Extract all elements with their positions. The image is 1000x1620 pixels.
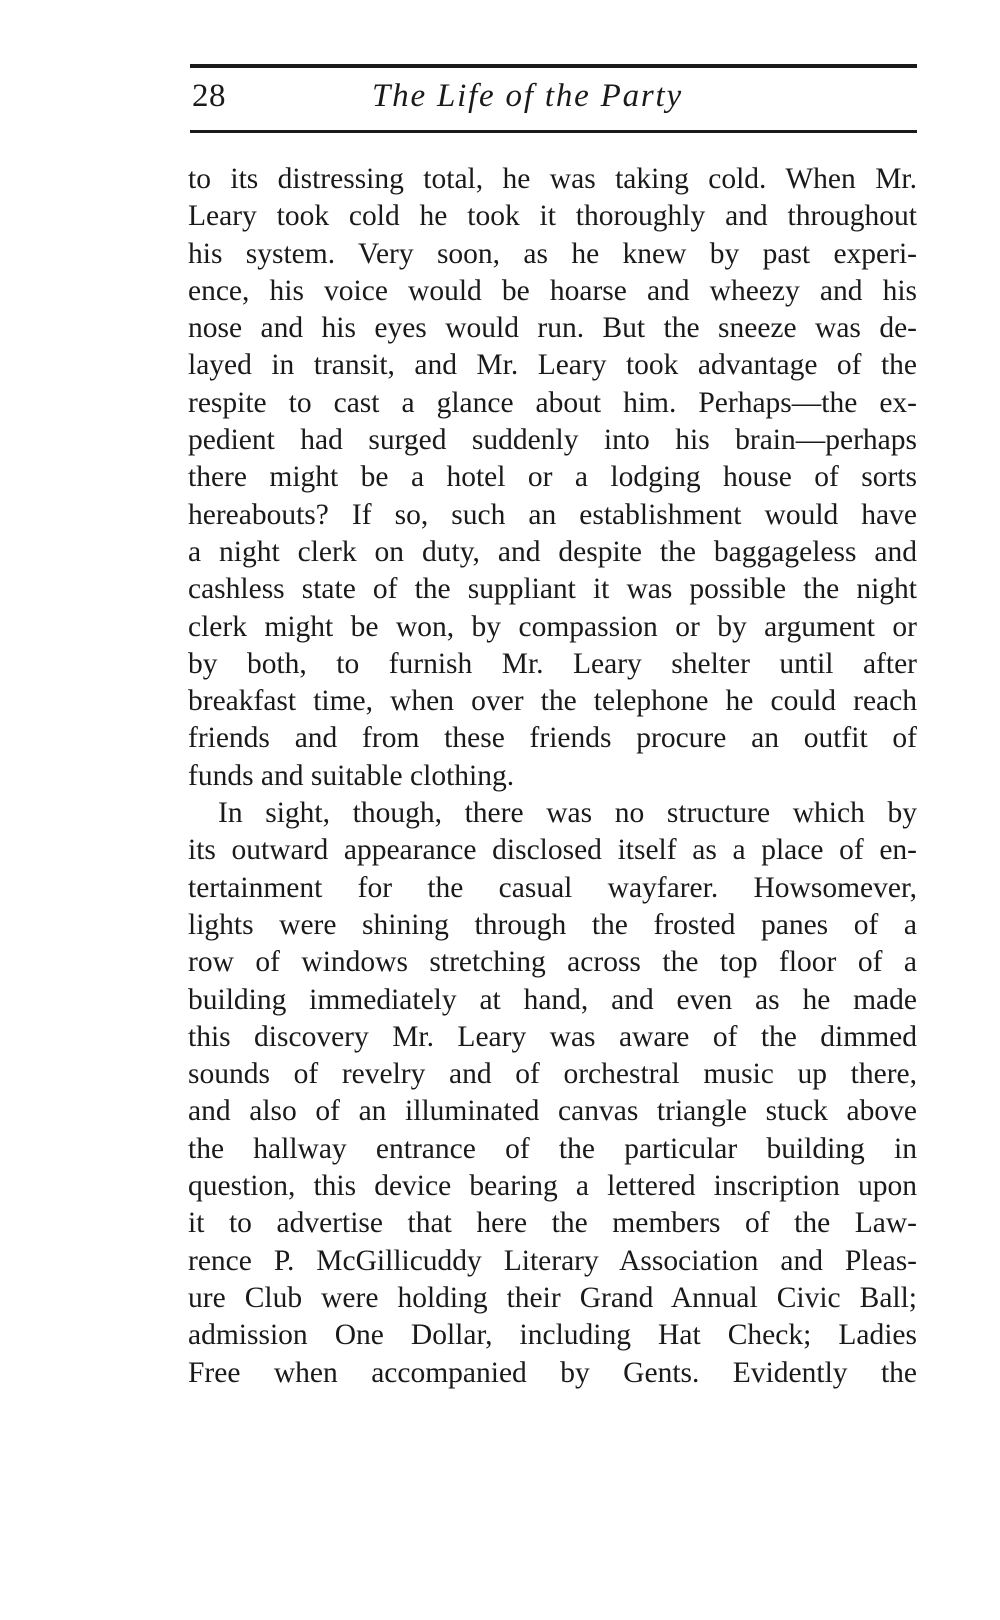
body-text [188, 161, 917, 1392]
header-rule-top [190, 64, 917, 68]
running-title: The Life of the Party [372, 78, 683, 114]
text-line: friends and from these friends procure an outfit of [188, 722, 917, 755]
text-line: a night clerk on duty, and despite the baggageless and [188, 535, 917, 568]
text-line: layed in transit, and Mr. Leary took advantage of the [188, 349, 917, 382]
text-line: ence, his voice would be hoarse and wheezy and his [188, 274, 917, 307]
text-line: to its distressing total, he was taking cold. When Mr. [188, 163, 917, 195]
text-line: clerk might be won, by compassion or by argument or [188, 610, 917, 643]
text-line: and also of an illuminated canvas triangle stuck above [188, 1095, 917, 1128]
paragraph-2 [188, 795, 917, 1392]
text-line: hereabouts? If so, such an establishment would have [188, 498, 917, 531]
text-line: lights were shining through the frosted panes of a [188, 908, 917, 941]
text-line: this discovery Mr. Leary was aware of the dimmed [188, 1020, 917, 1053]
text-line: building immediately at hand, and even as he made [188, 983, 917, 1016]
text-line: cashless state of the suppliant it was possible the night [188, 573, 917, 606]
text-line: Leary took cold he took it thoroughly and throughout [188, 200, 917, 233]
text-line: it to advertise that here the members of the Law- [188, 1207, 917, 1240]
text-line: respite to cast a glance about him. Perhaps—the ex- [188, 386, 917, 419]
text-line: sounds of revelry and of orchestral music up there, [188, 1058, 917, 1091]
text-line: nose and his eyes would run. But the sneeze was de- [188, 312, 917, 345]
text-line: In sight, though, there was no structure which by [218, 797, 917, 830]
text-line: the hallway entrance of the particular building in [188, 1132, 917, 1165]
running-header [190, 74, 917, 126]
text-line: Free when accompanied by Gents. Evidently the [188, 1356, 917, 1389]
paragraph-1 [188, 161, 917, 795]
text-line: by both, to furnish Mr. Leary shelter until after [188, 647, 917, 680]
text-line: ure Club were holding their Grand Annual Civic Ball; [188, 1281, 917, 1314]
text-line: row of windows stretching across the top floor of a [188, 946, 917, 979]
header-rule-bottom [190, 130, 917, 133]
page-number: 28 [192, 78, 226, 114]
text-line: pedient had surged suddenly into his brain—perhaps [188, 424, 917, 457]
text-line: its outward appearance disclosed itself as a place of en- [188, 834, 917, 867]
text-line: funds and suitable clothing. [188, 759, 515, 792]
text-line: there might be a hotel or a lodging house of sorts [188, 461, 917, 494]
text-line: rence P. McGillicuddy Literary Association and Pleas- [188, 1244, 917, 1277]
text-line: question, this device bearing a lettered inscription upon [188, 1170, 917, 1203]
text-line: admission One Dollar, including Hat Check; Ladies [188, 1319, 917, 1352]
text-line: his system. Very soon, as he knew by past experi- [188, 237, 917, 270]
text-line: tertainment for the casual wayfarer. Howsomever, [188, 871, 917, 904]
text-line: breakfast time, when over the telephone he could reach [188, 685, 917, 718]
